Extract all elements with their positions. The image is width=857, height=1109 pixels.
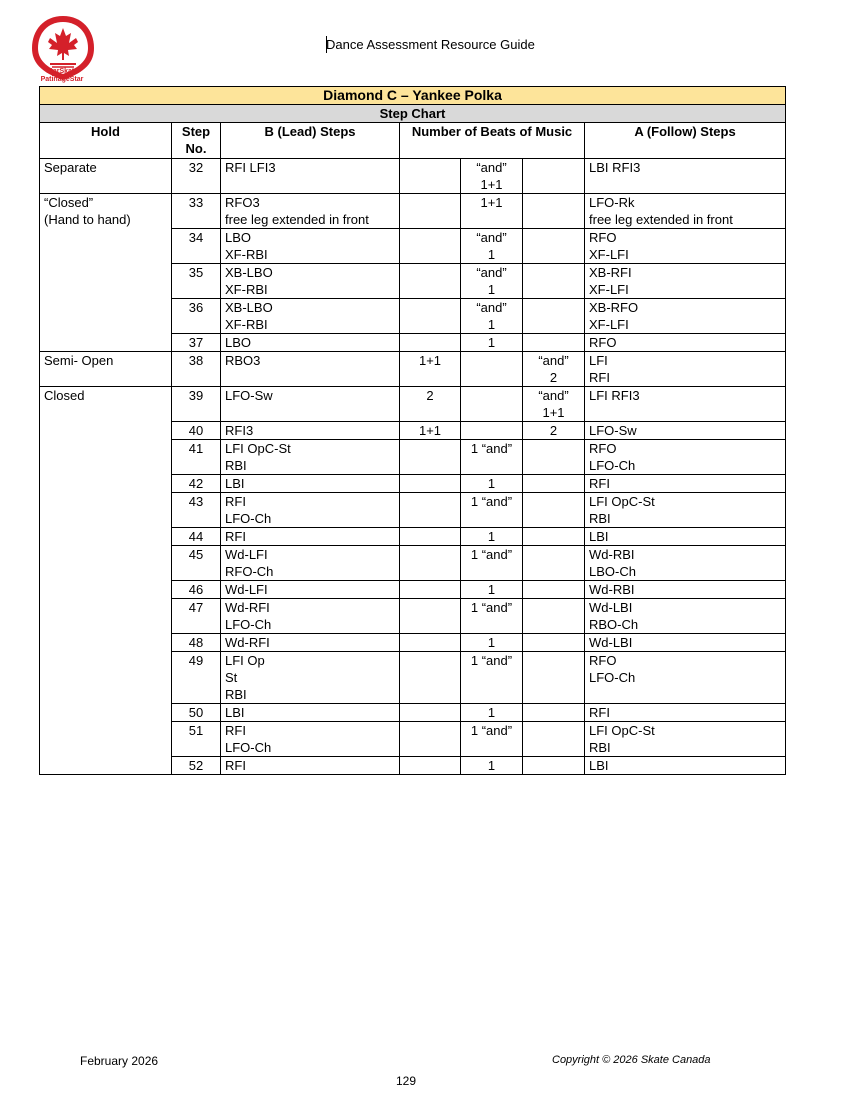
follow-steps-cell: LFI OpC-St RBI: [585, 493, 786, 528]
beats-cell-2: 1: [461, 475, 523, 493]
beats-cell-1: [400, 334, 461, 352]
beats-cell-3: 2: [523, 422, 585, 440]
beats-cell-2: 1: [461, 757, 523, 775]
step-chart-table: [39, 86, 786, 775]
beats-cell-3: [523, 493, 585, 528]
step-number-cell: 44: [172, 528, 221, 546]
beats-cell-3: “and” 2: [523, 352, 585, 387]
hold-cell: “Closed” (Hand to hand): [40, 194, 172, 352]
beats-cell-2: 1: [461, 334, 523, 352]
column-header-hold: Hold: [40, 123, 172, 159]
lead-steps-cell: RFI3: [221, 422, 400, 440]
beats-cell-2: 1: [461, 528, 523, 546]
beats-cell-1: [400, 599, 461, 634]
step-number-cell: 40: [172, 422, 221, 440]
logo-text-starskate: StarSkate: [45, 68, 79, 75]
beats-cell-2: 1+1: [461, 194, 523, 229]
beats-cell-3: [523, 528, 585, 546]
table-row: [40, 387, 786, 422]
beats-cell-3: [523, 546, 585, 581]
beats-cell-2: [461, 352, 523, 387]
beats-cell-1: [400, 704, 461, 722]
footer-date: February 2026: [80, 1054, 159, 1068]
follow-steps-cell: LBI: [585, 528, 786, 546]
lead-steps-cell: Wd-LFI: [221, 581, 400, 599]
lead-steps-cell: RFI: [221, 528, 400, 546]
lead-steps-cell: LBI: [221, 704, 400, 722]
follow-steps-cell: LFO-Rk free leg extended in front: [585, 194, 786, 229]
step-number-cell: 39: [172, 387, 221, 422]
follow-steps-cell: LBI RFI3: [585, 159, 786, 194]
follow-steps-cell: LFI RFI: [585, 352, 786, 387]
page-number: 129: [396, 1074, 417, 1088]
table-row: [40, 159, 786, 194]
step-number-cell: 49: [172, 652, 221, 704]
beats-cell-1: [400, 229, 461, 264]
beats-cell-1: [400, 475, 461, 493]
step-number-cell: 38: [172, 352, 221, 387]
beats-cell-3: [523, 159, 585, 194]
lead-steps-cell: RFI LFO-Ch: [221, 493, 400, 528]
table-body: [40, 159, 786, 775]
follow-steps-cell: Wd-RBI LBO-Ch: [585, 546, 786, 581]
lead-steps-cell: RFI: [221, 757, 400, 775]
lead-steps-cell: LFI Op St RBI: [221, 652, 400, 704]
beats-cell-3: [523, 229, 585, 264]
step-number-cell: 35: [172, 264, 221, 299]
follow-steps-cell: Wd-LBI: [585, 634, 786, 652]
lead-steps-cell: RBO3: [221, 352, 400, 387]
lead-steps-cell: RFI LFO-Ch: [221, 722, 400, 757]
beats-cell-1: 1+1: [400, 422, 461, 440]
hold-cell: Separate: [40, 159, 172, 194]
beats-cell-1: [400, 757, 461, 775]
beats-cell-1: [400, 722, 461, 757]
follow-steps-cell: RFI: [585, 704, 786, 722]
beats-cell-2: 1: [461, 634, 523, 652]
beats-cell-2: 1 “and”: [461, 599, 523, 634]
follow-steps-cell: Wd-RBI: [585, 581, 786, 599]
beats-cell-2: 1 “and”: [461, 493, 523, 528]
step-number-cell: 51: [172, 722, 221, 757]
step-number-cell: 46: [172, 581, 221, 599]
beats-cell-1: [400, 264, 461, 299]
beats-cell-3: [523, 264, 585, 299]
beats-cell-1: [400, 493, 461, 528]
follow-steps-cell: RFO XF-LFI: [585, 229, 786, 264]
lead-steps-cell: Wd-LFI RFO-Ch: [221, 546, 400, 581]
table-subtitle: Step Chart: [40, 105, 786, 123]
column-header-lead: B (Lead) Steps: [221, 123, 400, 159]
step-number-cell: 43: [172, 493, 221, 528]
beats-cell-2: 1: [461, 704, 523, 722]
beats-cell-1: [400, 634, 461, 652]
lead-steps-cell: XB-LBO XF-RBI: [221, 264, 400, 299]
follow-steps-cell: Wd-LBI RBO-Ch: [585, 599, 786, 634]
step-number-cell: 33: [172, 194, 221, 229]
beats-cell-3: [523, 334, 585, 352]
beats-cell-3: [523, 757, 585, 775]
step-number-cell: 37: [172, 334, 221, 352]
beats-cell-2: “and” 1: [461, 299, 523, 334]
beats-cell-1: 2: [400, 387, 461, 422]
step-number-cell: 48: [172, 634, 221, 652]
beats-cell-3: [523, 634, 585, 652]
step-number-cell: 41: [172, 440, 221, 475]
follow-steps-cell: RFO LFO-Ch: [585, 652, 786, 704]
beats-cell-1: [400, 159, 461, 194]
beats-cell-3: [523, 722, 585, 757]
beats-cell-2: 1: [461, 581, 523, 599]
logo-text-patinagestar: PatinageStar: [40, 76, 84, 83]
beats-cell-1: 1+1: [400, 352, 461, 387]
column-header-follow: A (Follow) Steps: [585, 123, 786, 159]
beats-cell-3: [523, 704, 585, 722]
beats-cell-3: [523, 440, 585, 475]
follow-steps-cell: RFO: [585, 334, 786, 352]
lead-steps-cell: Wd-RFI: [221, 634, 400, 652]
beats-cell-2: 1 “and”: [461, 722, 523, 757]
table-title: Diamond C – Yankee Polka: [40, 87, 786, 105]
follow-steps-cell: XB-RFI XF-LFI: [585, 264, 786, 299]
beats-cell-2: 1 “and”: [461, 652, 523, 704]
page-header-title: Dance Assessment Resource Guide: [326, 37, 535, 52]
beats-cell-3: [523, 581, 585, 599]
follow-steps-cell: LBI: [585, 757, 786, 775]
lead-steps-cell: LBO XF-RBI: [221, 229, 400, 264]
beats-cell-3: [523, 194, 585, 229]
column-header-beats: Number of Beats of Music: [400, 123, 585, 159]
follow-steps-cell: LFO-Sw: [585, 422, 786, 440]
lead-steps-cell: Wd-RFI LFO-Ch: [221, 599, 400, 634]
lead-steps-cell: LBO: [221, 334, 400, 352]
step-number-cell: 32: [172, 159, 221, 194]
column-header-step-no: Step No.: [172, 123, 221, 159]
lead-steps-cell: XB-LBO XF-RBI: [221, 299, 400, 334]
lead-steps-cell: LBI: [221, 475, 400, 493]
step-number-cell: 52: [172, 757, 221, 775]
follow-steps-cell: XB-RFO XF-LFI: [585, 299, 786, 334]
hold-cell: Closed: [40, 387, 172, 775]
beats-cell-2: “and” 1: [461, 264, 523, 299]
step-number-cell: 47: [172, 599, 221, 634]
beats-cell-1: [400, 440, 461, 475]
beats-cell-3: [523, 599, 585, 634]
follow-steps-cell: LFI RFI3: [585, 387, 786, 422]
beats-cell-2: 1 “and”: [461, 440, 523, 475]
beats-cell-3: [523, 475, 585, 493]
follow-steps-cell: RFI: [585, 475, 786, 493]
follow-steps-cell: LFI OpC-St RBI: [585, 722, 786, 757]
beats-cell-2: 1 “and”: [461, 546, 523, 581]
step-number-cell: 50: [172, 704, 221, 722]
follow-steps-cell: RFO LFO-Ch: [585, 440, 786, 475]
step-number-cell: 34: [172, 229, 221, 264]
table-row: [40, 194, 786, 229]
beats-cell-2: [461, 422, 523, 440]
lead-steps-cell: LFI OpC-St RBI: [221, 440, 400, 475]
step-number-cell: 42: [172, 475, 221, 493]
beats-cell-1: [400, 299, 461, 334]
beats-cell-1: [400, 528, 461, 546]
beats-cell-1: [400, 194, 461, 229]
beats-cell-2: “and” 1: [461, 229, 523, 264]
lead-steps-cell: RFO3 free leg extended in front: [221, 194, 400, 229]
beats-cell-2: “and” 1+1: [461, 159, 523, 194]
step-number-cell: 45: [172, 546, 221, 581]
table-row: [40, 352, 786, 387]
beats-cell-2: [461, 387, 523, 422]
beats-cell-3: [523, 299, 585, 334]
beats-cell-1: [400, 581, 461, 599]
beats-cell-3: “and” 1+1: [523, 387, 585, 422]
beats-cell-1: [400, 652, 461, 704]
lead-steps-cell: RFI LFI3: [221, 159, 400, 194]
beats-cell-1: [400, 546, 461, 581]
step-number-cell: 36: [172, 299, 221, 334]
beats-cell-3: [523, 652, 585, 704]
hold-cell: Semi- Open: [40, 352, 172, 387]
lead-steps-cell: LFO-Sw: [221, 387, 400, 422]
footer-copyright: Copyright © 2026 Skate Canada: [552, 1054, 711, 1066]
